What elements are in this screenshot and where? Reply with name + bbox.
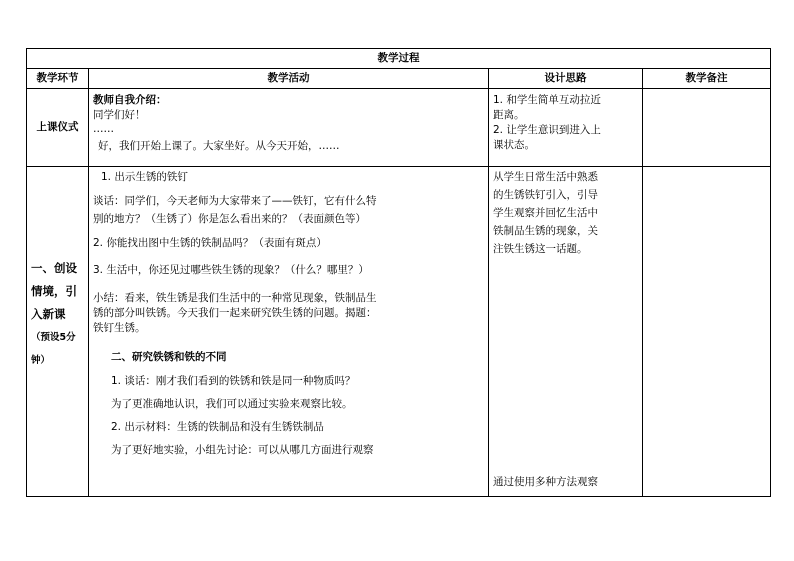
stage-intro-line: （预设5分: [31, 332, 76, 343]
activity-line: 为了更好地实验，小组先讨论：可以从哪几方面进行观察: [111, 444, 374, 456]
activity-line: 同学们好！: [93, 109, 146, 121]
header-activity: 教学活动: [89, 69, 489, 89]
lesson-process-table: [26, 48, 771, 497]
design-opening: [489, 89, 643, 167]
design-line: 从学生日常生活中熟悉: [493, 171, 598, 183]
activity-line: 好，我们开始上课了。大家坐好。从今天开始，……: [98, 140, 340, 152]
activity-intro: [89, 167, 489, 497]
activity-line: 1. 谈话：刚才我们看到的铁锈和铁是同一种物质吗？: [111, 375, 356, 387]
design-line: 通过使用多种方法观察: [493, 476, 598, 488]
design-line: 学生观察并回忆生活中: [493, 207, 598, 219]
header-stage: 教学环节: [27, 69, 89, 89]
stage-opening-label: 上课仪式: [36, 121, 79, 133]
stage-opening: [27, 89, 89, 167]
design-line: 注铁生锈这一话题。: [493, 243, 588, 255]
activity-line: 2. 你能找出图中生锈的铁制品吗？（表面有斑点）: [93, 237, 327, 249]
design-line: 2. 让学生意识到进入上: [493, 124, 601, 136]
activity-line: 教师自我介绍：: [93, 94, 167, 106]
design-line: 课状态。: [493, 139, 535, 151]
notes-opening: [643, 89, 771, 167]
activity-line: 2. 出示材料：生锈的铁制品和没有生锈铁制品: [111, 421, 324, 433]
activity-line: 谈话：同学们，今天老师为大家带来了——铁钉，它有什么特: [93, 195, 377, 207]
activity-line: 3. 生活中，你还见过哪些铁生锈的现象？（什么？哪里？）: [93, 264, 369, 276]
activity-line: ……: [93, 123, 114, 135]
stage-intro-line: 情境，引: [31, 284, 77, 298]
stage-intro-line: 一、创设: [31, 261, 77, 275]
design-intro: [489, 167, 643, 497]
header-notes: 教学备注: [643, 69, 771, 89]
design-line: 1. 和学生简单互动拉近: [493, 94, 601, 106]
design-line: 铁制品生锈的现象，关: [493, 225, 598, 237]
activity-line: 铁钉生锈。: [93, 322, 146, 334]
activity-line: 小结：看来，铁生锈是我们生活中的一种常见现象，铁制品生: [93, 292, 377, 304]
stage-intro: [27, 167, 89, 497]
activity-line: 为了更准确地认识，我们可以通过实验来观察比较。: [111, 398, 353, 410]
stage-intro-line: 钟）: [31, 355, 51, 366]
activity-line: 别的地方？（生锈了）你是怎么看出来的？（表面颜色等）: [93, 213, 366, 225]
design-line: 距离。: [493, 109, 525, 121]
activity-opening: [89, 89, 489, 167]
design-line: 的生锈铁钉引入，引导: [493, 189, 598, 201]
stage-intro-line: 入新课: [31, 307, 66, 321]
activity-line: 锈的部分叫铁锈。今天我们一起来研究铁生锈的问题。揭题：: [93, 307, 377, 319]
table-title: 教学过程: [27, 49, 771, 69]
section-heading: 二、研究铁锈和铁的不同: [111, 351, 227, 363]
activity-line: 1. 出示生锈的铁钉: [101, 171, 188, 183]
notes-intro: [643, 167, 771, 497]
header-design: 设计思路: [489, 69, 643, 89]
